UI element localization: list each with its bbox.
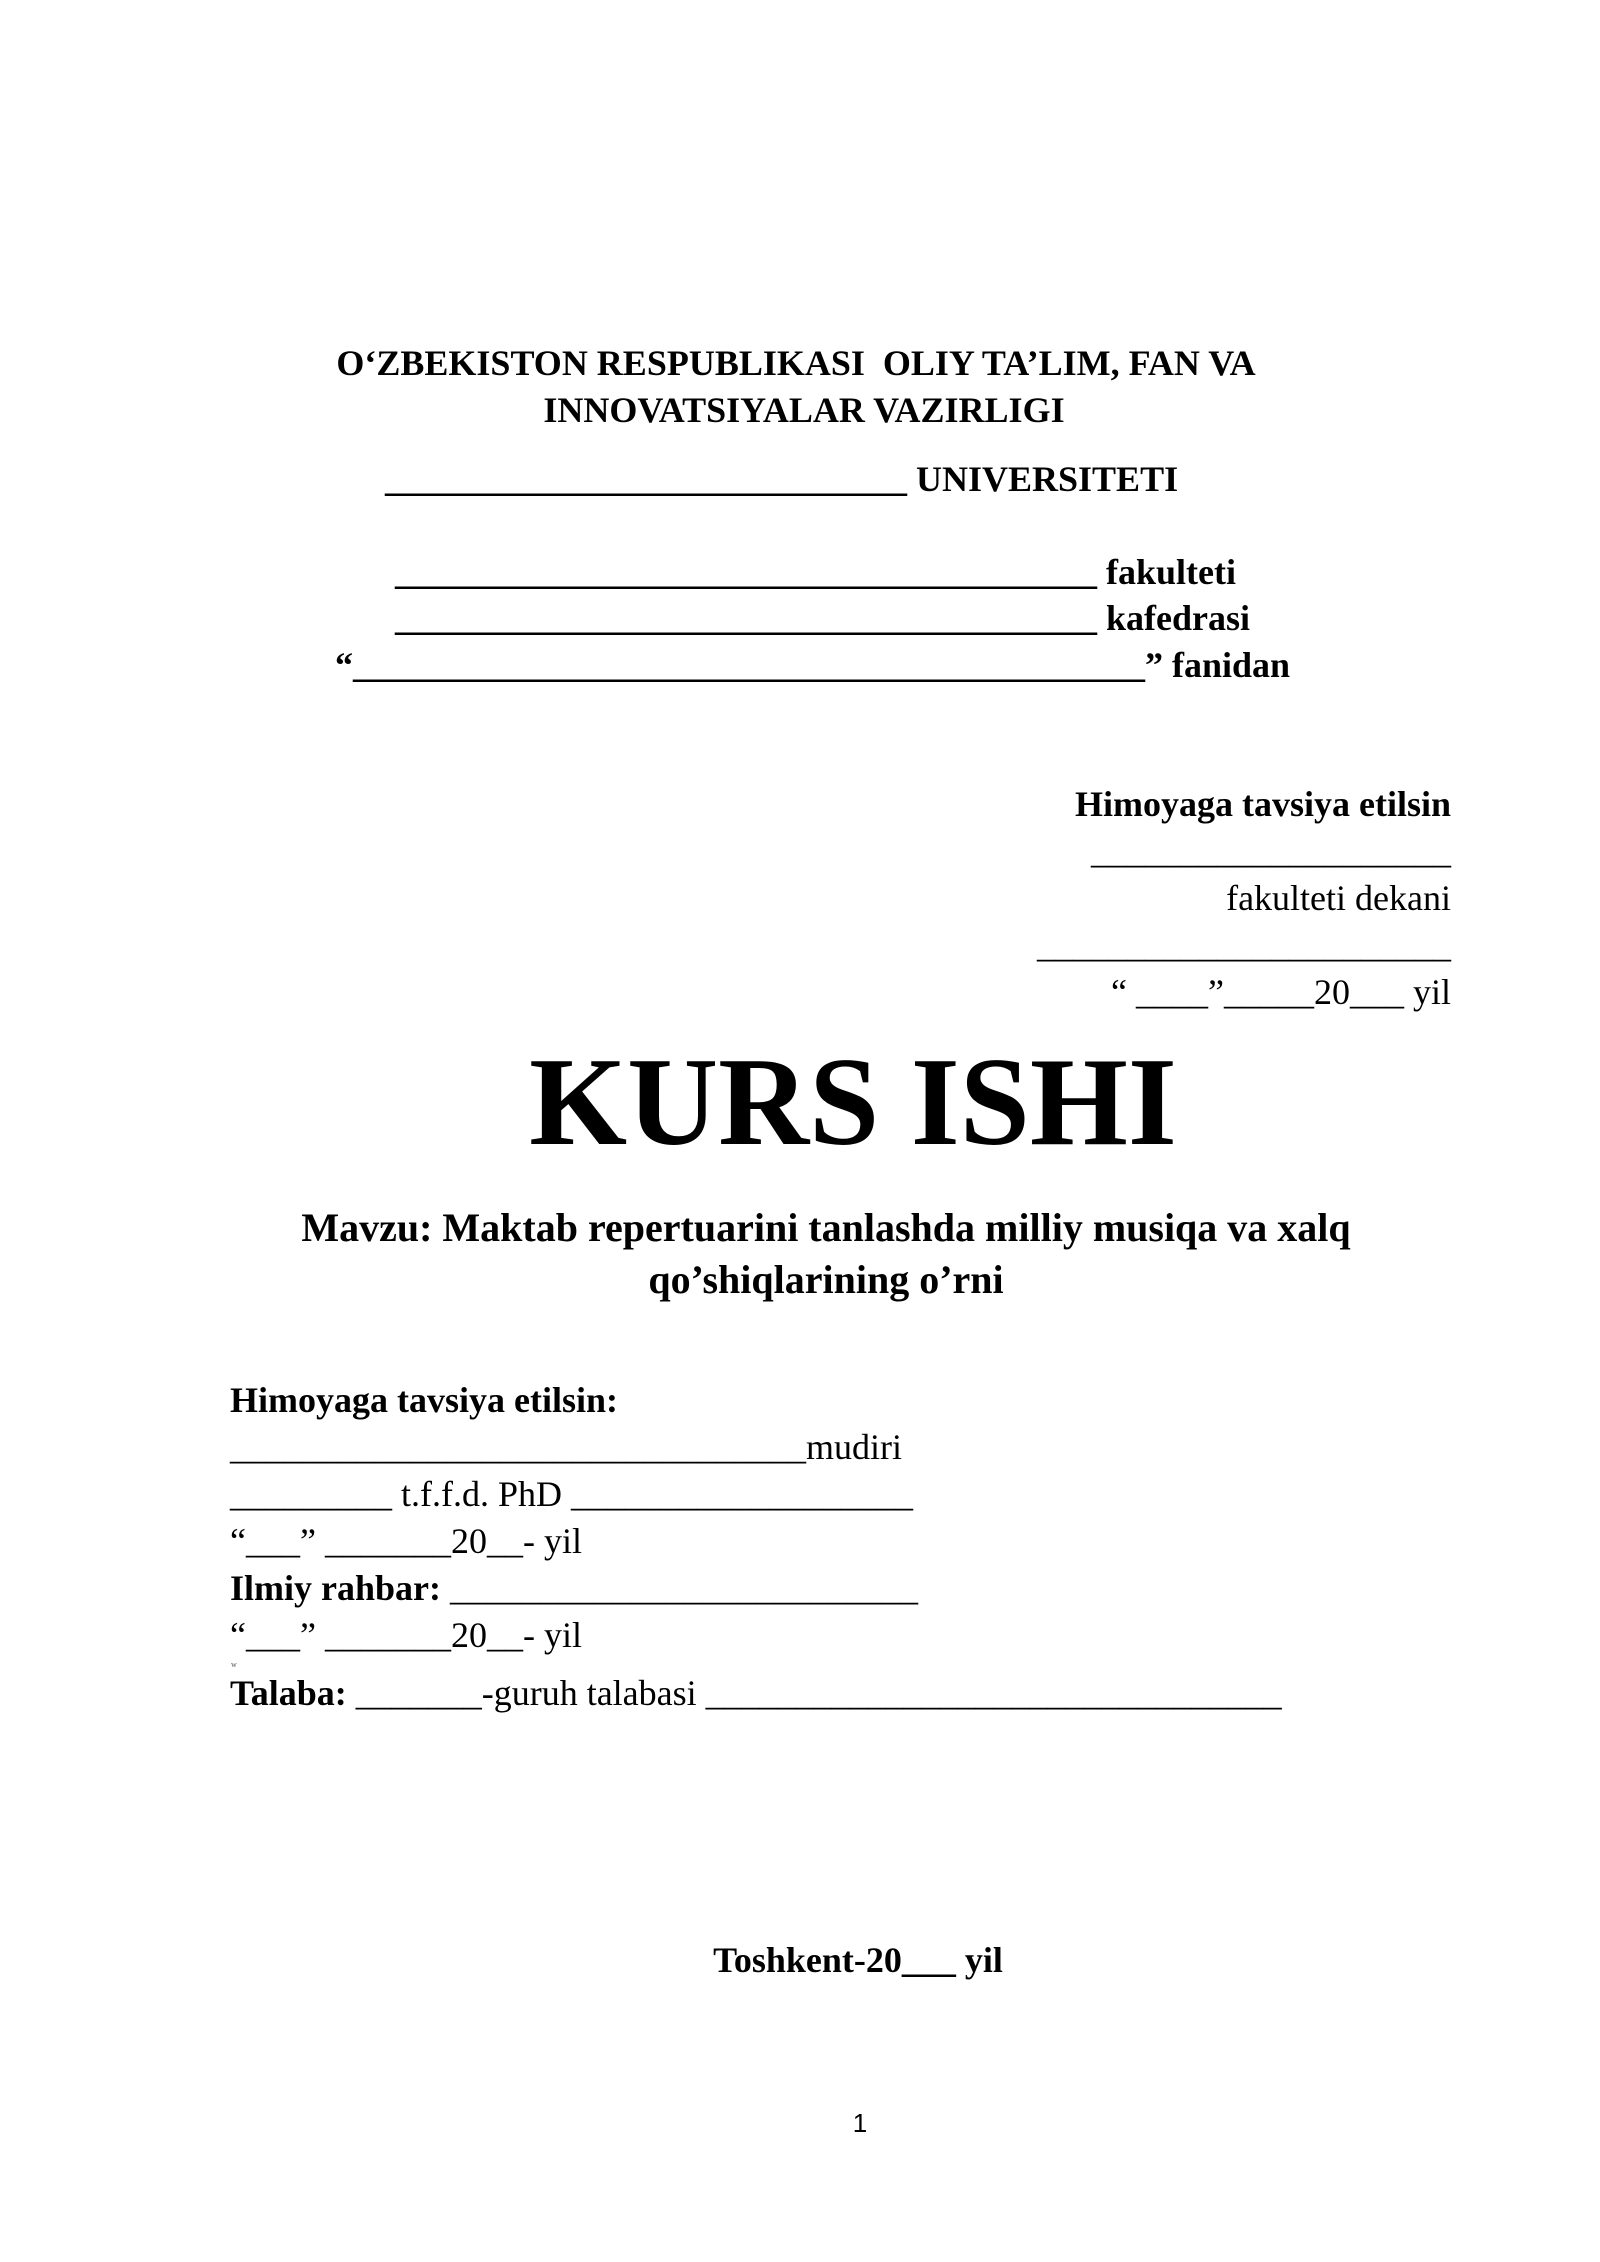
topic-line-2: qo’shiqlarining o’rni — [648, 1257, 1004, 1302]
topic-line-1: Mavzu: Maktab repertuarini tanlashda milliy musiqa va xalq — [301, 1205, 1351, 1250]
department-line: _______________________________________ kafedrasi — [395, 598, 1250, 638]
ministry-line-2: INNOVATSIYALAR VAZIRLIGI — [543, 390, 1065, 430]
approval-right-date: “ ____”_____20___ yil — [1111, 972, 1451, 1012]
page-number: 1 — [852, 2108, 868, 2138]
tiny-mark: w — [231, 1660, 237, 1669]
supervisor-label: Ilmiy rahbar: — [230, 1568, 441, 1608]
document-title: KURS ISHI — [529, 1033, 1177, 1172]
subject-line: “____________________________________________” fanidan — [335, 645, 1291, 685]
phd-line: _________ t.f.f.d. PhD ___________________ — [230, 1474, 913, 1514]
approval-right-role: fakulteti dekani — [1226, 878, 1451, 918]
approval-left-title: Himoyaga tavsiya etilsin: — [230, 1380, 618, 1420]
student-line: _______-guruh talabasi ________________________________ — [346, 1673, 1282, 1713]
supervisor-line: __________________________ — [441, 1568, 918, 1608]
approval-date-line-2: “___” _______20__- yil — [230, 1615, 582, 1655]
city-year: Toshkent-20___ yil — [713, 1940, 1003, 1980]
approval-right-signature-line: ____________________ — [1091, 831, 1451, 871]
approval-right-name-line: _______________________ — [1037, 925, 1451, 965]
faculty-line: _______________________________________ fakulteti — [395, 552, 1236, 592]
supervisor-row — [230, 1570, 918, 1606]
approval-date-line-1: “___” _______20__- yil — [230, 1521, 582, 1561]
student-label: Talaba: — [230, 1673, 347, 1713]
university-line: _____________________________ UNIVERSITETI — [385, 459, 1179, 499]
student-row — [230, 1675, 1282, 1711]
ministry-line-1: O‘ZBEKISTON RESPUBLIKASI OLIY TA’LIM, FAN VA — [336, 343, 1256, 383]
head-of-department-line: ________________________________mudiri — [230, 1427, 902, 1467]
approval-right-title: Himoyaga tavsiya etilsin — [1075, 784, 1451, 824]
